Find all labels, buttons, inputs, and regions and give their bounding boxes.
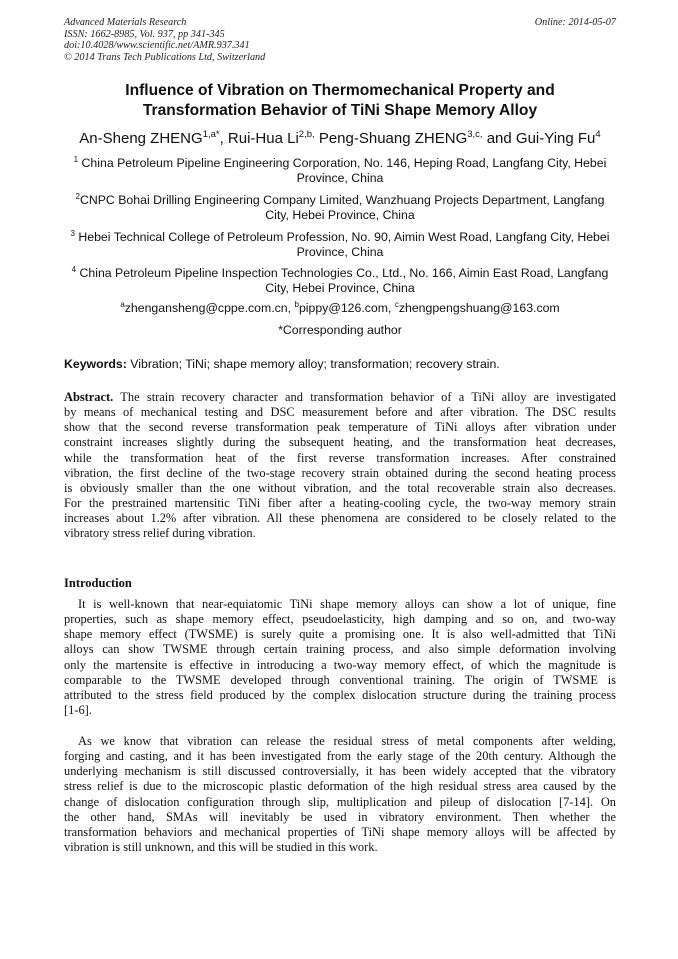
header-journal-info xyxy=(64,17,616,63)
abstract xyxy=(64,390,616,542)
paragraph-line: vibration is still unknown, and this will be studied in this work. xyxy=(64,840,378,855)
journal-name: Advanced Materials Research xyxy=(64,17,187,28)
abstract-line-1-text: The strain recovery character and transformation behavior of a TiNi alloy are investigated xyxy=(113,390,616,404)
paragraph-line: forging and casting, and it has been investigated from the early stage of the 20th century. Although the xyxy=(64,749,616,764)
paragraph-line: shape memory effect (TWSME) is surely quite a promising one. It is also well-admitted that TiNi xyxy=(64,627,616,642)
keywords-label: Keywords: xyxy=(64,357,127,371)
abstract-label: Abstract. xyxy=(64,390,114,404)
affiliation-3-line-1 xyxy=(64,230,616,245)
affiliation-1-line-2: Province, China xyxy=(296,171,384,186)
paragraph-line: [1-6]. xyxy=(64,703,92,718)
author-3-affil: 3,c, xyxy=(467,129,483,140)
paragraph-line: stress relief is due to the microscopic plastic deformation of the high residual stress area caused by the xyxy=(64,779,616,794)
keywords-text: Vibration; TiNi; shape memory alloy; transformation; recovery strain. xyxy=(126,357,500,371)
paragraph-line: alloys can show TWSME through certain training process, and also simple deformation involving xyxy=(64,642,616,657)
abstract-line: increases about 1.2% after vibration. All these phenomena are considered to be closely related to the xyxy=(64,511,616,526)
affiliation-3-line-2: Province, China xyxy=(296,245,384,260)
email-b-sup: b xyxy=(294,300,299,309)
running-header xyxy=(64,17,616,63)
abstract-line: For the prestrained martensitic TiNi fiber after a heating-cooling cycle, the two-way memory strain xyxy=(64,496,616,511)
paragraph-line: It is well-known that near-equiatomic TiNi shape memory alloys can show a lot of unique, fine xyxy=(78,597,616,611)
author-list xyxy=(60,130,620,147)
abstract-line: vibration, the first decline of the two-stage recovery strain obtained during the second heating process xyxy=(64,465,616,480)
paragraph-line: only the martensite is effective in introducing a two-way memory effect, of which the magnitude is xyxy=(64,657,616,672)
affiliation-2-sup: 2 xyxy=(75,192,80,201)
paragraph-line: transformation behaviors and mechanical properties of TiNi shape memory alloys will be affected by xyxy=(64,824,616,839)
abstract-line: by means of mechanical testing and DSC measurement before and after vibration. The DSC results xyxy=(64,405,616,420)
author-emails xyxy=(64,301,616,315)
author-4-affil: 4 xyxy=(595,129,601,140)
affiliation-3 xyxy=(64,230,616,260)
email-b[interactable]: pippy@126.com, xyxy=(298,301,395,315)
paragraph-line: comparable to the TWSME developed through conventional training. The origin of TWSME is xyxy=(64,672,616,687)
affiliation-2-line-1 xyxy=(64,193,616,208)
abstract-line: constraint increases slightly during the subsequent heating, and the transformation heat decreases, xyxy=(64,435,616,450)
abstract-line: while the transformation heat of the first reverse transformation increases. After constrained xyxy=(64,450,616,465)
abstract-line-1 xyxy=(64,390,616,405)
abstract-line: show that the second reverse transformation peak temperature of TiNi alloys after vibration under xyxy=(64,420,616,435)
affiliation-2-line-2: City, Hebei Province, China xyxy=(265,208,415,223)
paragraph-line: change of dislocation configuration through slip, multiplication and pileup of dislocation [7-14]. On xyxy=(64,794,616,809)
affiliation-4 xyxy=(64,266,616,296)
affiliation-4-line-1 xyxy=(64,266,616,281)
affiliation-4-line-2: City, Hebei Province, China xyxy=(265,281,415,296)
affiliation-2 xyxy=(64,193,616,223)
paragraph-line: As we know that vibration can release the residual stress of metal components after welding, xyxy=(78,734,616,748)
keywords xyxy=(64,357,616,371)
affiliation-2-text: CNPC Bohai Drilling Engineering Company Limited, Wanzhuang Projects Department, Langfang xyxy=(79,193,605,207)
title-line-1: Influence of Vibration on Thermomechanical Property and xyxy=(125,82,555,99)
email-a-sup: a xyxy=(120,300,125,309)
abstract-line: is obviously smaller than the one without vibration, and the total recoverable strain also decreases. xyxy=(64,480,616,495)
affiliation-1-sup: 1 xyxy=(73,155,79,164)
author-2: , Rui-Hua Li xyxy=(219,130,299,147)
email-c[interactable]: zhengpengshuang@163.com xyxy=(398,301,560,315)
affiliation-3-sup: 3 xyxy=(70,229,75,238)
abstract-line: vibratory stress relief during vibration. xyxy=(64,526,256,541)
paragraph-line: properties, such as shape memory effect, pseudoelasticity, high damping and so on, and two-way xyxy=(64,612,616,627)
author-3: Peng-Shuang ZHENG xyxy=(314,130,468,147)
email-c-sup: c xyxy=(394,300,399,309)
paragraph-line: the other hand, SMAs will inevitably be used in vibratory environment. Then whether the xyxy=(64,809,616,824)
affiliation-4-sup: 4 xyxy=(71,265,77,274)
author-2-affil: 2,b, xyxy=(298,129,315,140)
author-4: and Gui-Ying Fu xyxy=(482,130,596,147)
affiliation-1 xyxy=(64,156,616,186)
affiliation-1-text: China Petroleum Pipeline Engineering Corporation, No. 146, Heping Road, Langfang City, Hebei xyxy=(78,156,607,170)
title-line-2: Transformation Behavior of TiNi Shape Memory Alloy xyxy=(142,101,538,119)
affiliation-3-text: Hebei Technical College of Petroleum Profession, No. 90, Aimin West Road, Langfang City, Hebei xyxy=(74,230,610,244)
paragraph-line: attributed to the stress field produced by the complex dislocation structure during the training process xyxy=(64,687,616,702)
corresponding-author-note: *Corresponding author xyxy=(278,323,402,337)
journal-doi: doi:10.4028/www.scientific.net/AMR.937.341 xyxy=(64,40,250,52)
paragraph-line: underlying mechanism is still discussed controversially, it has been widely accepted that the vibratory xyxy=(64,764,616,779)
section-heading-introduction: Introduction xyxy=(64,576,132,590)
online-date: Online: 2014-05-07 xyxy=(534,17,616,28)
paper-title xyxy=(64,81,616,120)
author-1: An-Sheng ZHENG xyxy=(79,130,203,147)
author-1-affil: 1,a* xyxy=(202,129,220,140)
affiliation-4-text: China Petroleum Pipeline Inspection Technologies Co., Ltd., No. 166, Aimin East Road, Langfang xyxy=(76,266,609,280)
affiliation-1-line-1 xyxy=(64,156,616,171)
introduction-paragraph-1 xyxy=(64,597,616,718)
email-a[interactable]: zhengansheng@cppe.com.cn, xyxy=(124,301,295,315)
introduction-paragraph-2 xyxy=(64,734,616,855)
journal-copyright: © 2014 Trans Tech Publications Ltd, Switzerland xyxy=(64,51,266,63)
journal-issn: ISSN: 1662-8985, Vol. 937, pp 341-345 xyxy=(64,28,225,40)
